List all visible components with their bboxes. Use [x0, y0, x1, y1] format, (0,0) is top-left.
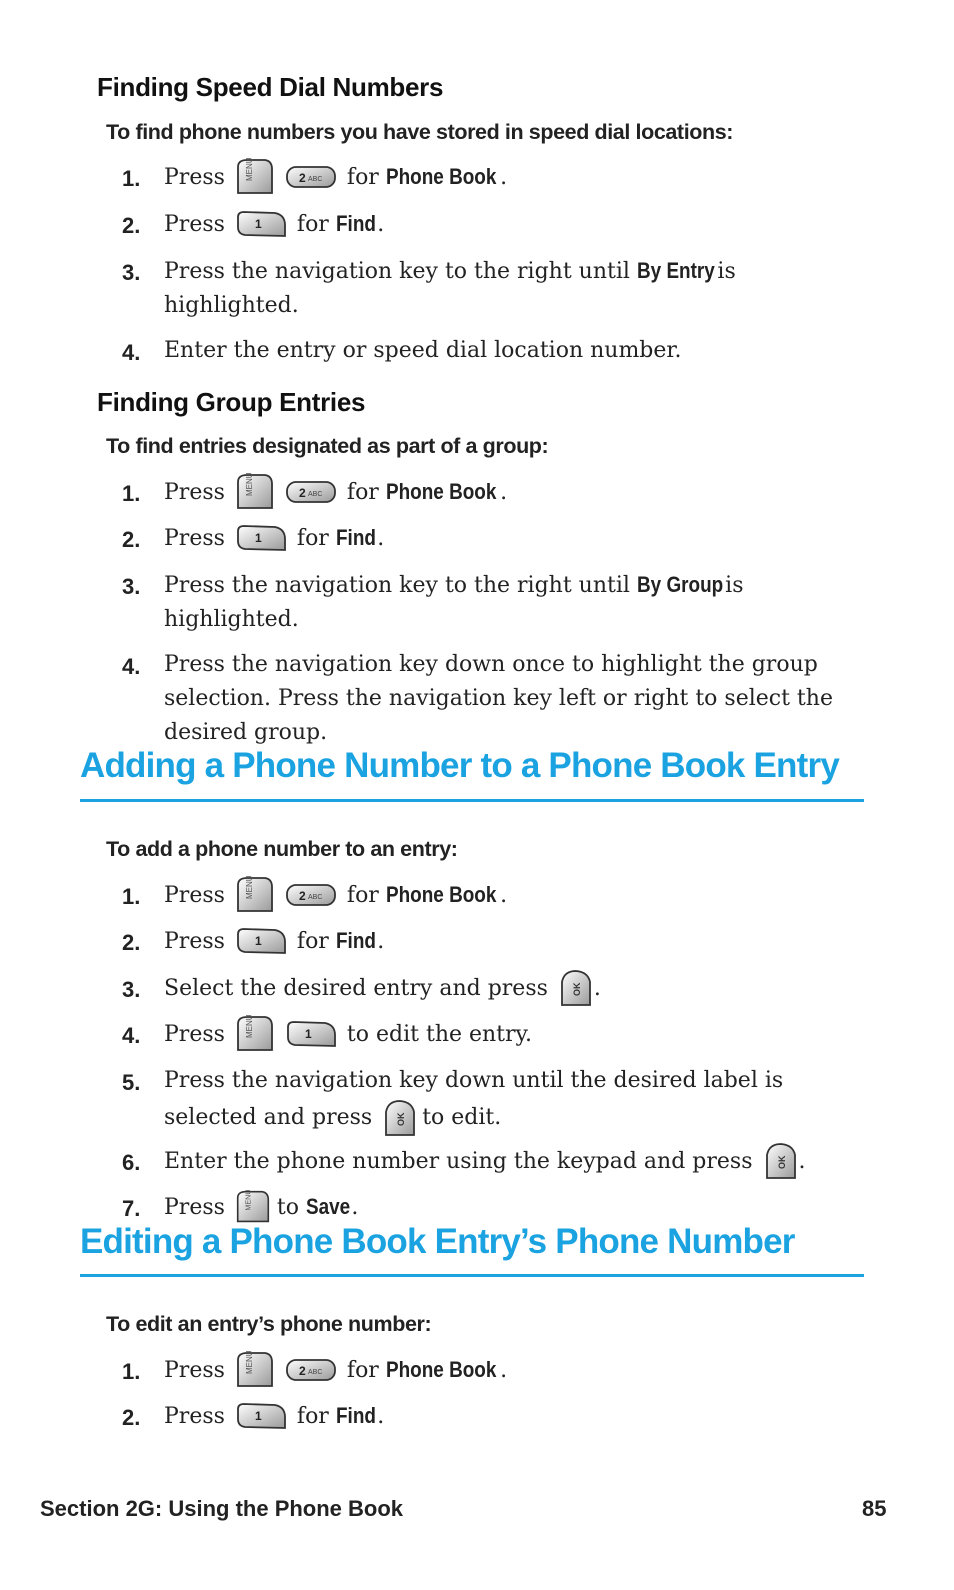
step-number: 5. [122, 1070, 141, 1095]
two-abc-key-icon [285, 882, 337, 908]
footer-section-title: Section 2G: Using the Phone Book [40, 1496, 404, 1521]
step-number: 1. [122, 884, 141, 909]
step-add-7: Press to Save . [164, 1190, 358, 1224]
menu-key-icon [235, 1350, 275, 1390]
term-phone-book: Phone Book [385, 882, 497, 907]
menu-key-icon [235, 1014, 275, 1054]
ok-key-icon [763, 1141, 799, 1181]
heading-speed-dial: Finding Speed Dial Numbers [97, 72, 444, 102]
step-add-2: Press for Find . [164, 924, 384, 958]
heading-editing: Editing a Phone Book Entry’s Phone Number [80, 1222, 795, 1261]
term-phone-book: Phone Book [385, 479, 497, 504]
page-number: 85 [862, 1496, 887, 1521]
term-find: Find [335, 1403, 376, 1428]
ok-key-icon [558, 968, 594, 1008]
step-add-4: Press to edit the entry. [164, 1017, 532, 1051]
term-phone-book: Phone Book [385, 164, 497, 189]
one-key-icon [285, 1019, 337, 1049]
step-number: 6. [122, 1150, 141, 1175]
section-rule [80, 1274, 864, 1277]
section-rule [80, 799, 864, 802]
step-number: 3. [122, 260, 141, 285]
step-group-2: Press for Find . [164, 521, 384, 555]
step-number: 3. [122, 574, 141, 599]
step-group-1: Press for Phone Book . [164, 475, 507, 509]
step-number: 4. [122, 654, 141, 679]
one-key-icon [235, 209, 287, 239]
step-number: 1. [122, 481, 141, 506]
menu-key-icon [235, 1187, 271, 1227]
term-find: Find [335, 928, 376, 953]
menu-key-icon [235, 472, 275, 512]
step-number: 3. [122, 977, 141, 1002]
step-group-3: Press the navigation key to the right until By Groupis highlighted. [164, 568, 744, 637]
term-phone-book: Phone Book [385, 1357, 497, 1382]
heading-group: Finding Group Entries [97, 387, 366, 417]
intro-editing: To edit an entry’s phone number: [106, 1312, 432, 1336]
step-speed-4: Enter the entry or speed dial location number. [164, 338, 682, 363]
term-find: Find [335, 525, 376, 550]
step-number: 4. [122, 340, 141, 365]
term-save: Save [306, 1194, 351, 1219]
step-add-6: Enter the phone number using the keypad and press . [164, 1144, 806, 1178]
step-add-5: Press the navigation key down until the desired label is selected and press to edit. [164, 1064, 783, 1138]
step-speed-1: Press for Phone Book . [164, 160, 507, 194]
heading-adding: Adding a Phone Number to a Phone Book Entry [80, 746, 839, 785]
step-group-4: Press the navigation key down once to highlight the group selection. Press the navigation key left or right to select the desired group. [164, 652, 833, 745]
two-abc-key-icon [285, 1357, 337, 1383]
term-by-group: By Group [636, 572, 724, 597]
intro-speed-dial: To find phone numbers you have stored in speed dial locations: [106, 120, 734, 144]
step-number: 7. [122, 1196, 141, 1221]
step-number: 2. [122, 213, 141, 238]
one-key-icon [235, 523, 287, 553]
step-number: 2. [122, 1405, 141, 1430]
intro-adding: To add a phone number to an entry: [106, 837, 458, 861]
one-key-icon [235, 926, 287, 956]
one-key-icon [235, 1401, 287, 1431]
step-number: 1. [122, 166, 141, 191]
intro-group: To find entries designated as part of a group: [106, 434, 549, 458]
two-abc-key-icon [285, 164, 337, 190]
step-add-3: Select the desired entry and press . [164, 971, 601, 1005]
step-number: 1. [122, 1359, 141, 1384]
step-number: 2. [122, 527, 141, 552]
step-number: 4. [122, 1023, 141, 1048]
step-speed-3: Press the navigation key to the right until By Entry is highlighted. [164, 254, 736, 323]
step-edit-1: Press for Phone Book . [164, 1353, 507, 1387]
term-find: Find [335, 211, 376, 236]
ok-key-icon [382, 1098, 418, 1138]
step-edit-2: Press for Find . [164, 1399, 384, 1433]
term-by-entry: By Entry [636, 258, 715, 283]
step-speed-2: Press for Find . [164, 207, 384, 241]
step-add-1: Press for Phone Book . [164, 878, 507, 912]
two-abc-key-icon [285, 479, 337, 505]
menu-key-icon [235, 157, 275, 197]
step-number: 2. [122, 930, 141, 955]
menu-key-icon [235, 875, 275, 915]
